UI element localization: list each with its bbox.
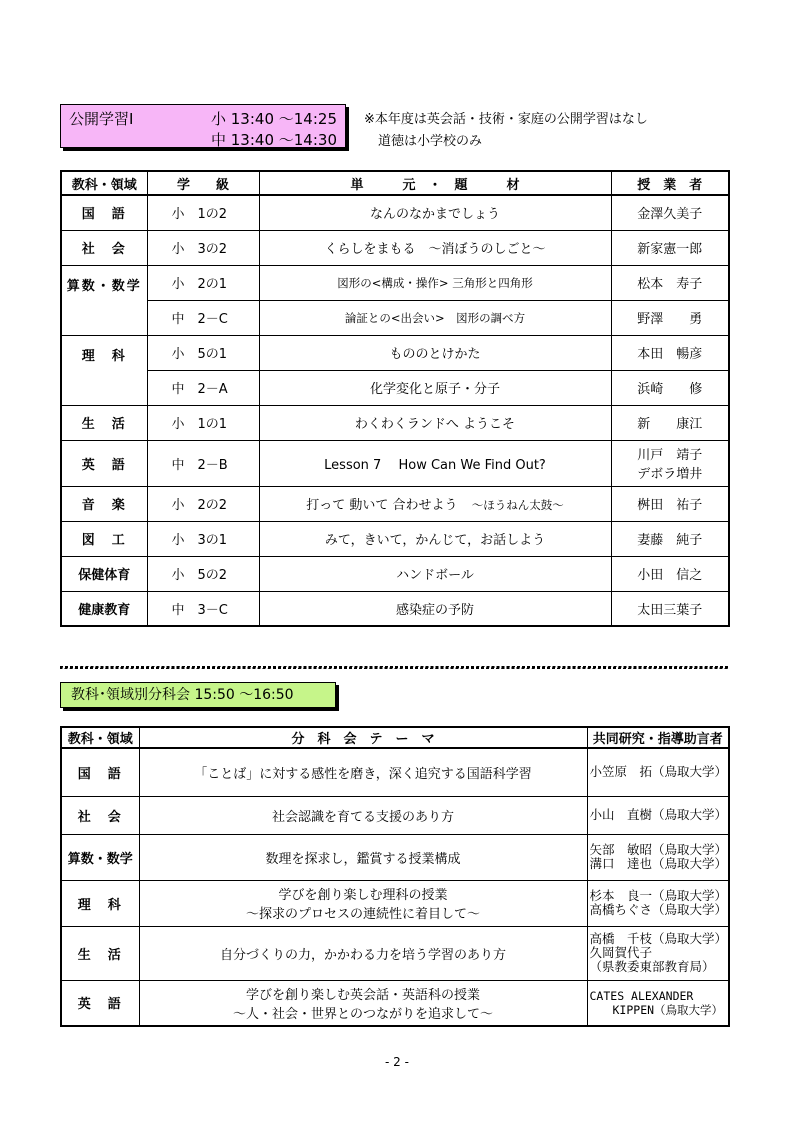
header-class: 学 級	[147, 171, 259, 195]
table-header-row	[61, 171, 729, 195]
header-subject: 教科・領域	[61, 171, 147, 195]
subject-cell: 社 会	[61, 796, 139, 834]
class-cell: 小 2の2	[147, 486, 259, 521]
theme-subline: 〜探求のプロセスの連続性に着目して〜	[245, 907, 480, 922]
class-cell: 小 3の1	[147, 521, 259, 556]
header-unit: 単 元 ・ 題 材	[259, 171, 611, 195]
class-cell: 中 3－C	[147, 591, 259, 626]
open-class-table	[60, 170, 730, 627]
advisor-cell	[587, 748, 729, 796]
teacher-cell: 松本 寿子	[611, 265, 729, 300]
unit-subtext: 〜ほうねん太鼓〜	[471, 498, 564, 512]
teacher-cell: 小田 信之	[611, 556, 729, 591]
unit-cell: 化学変化と原子・分子	[259, 370, 611, 405]
subject-cell: 英 語	[61, 980, 139, 1026]
subject-cell: 社 会	[61, 230, 147, 265]
subject-cell: 国 語	[61, 195, 147, 230]
unit-cell: もののとけかた	[259, 335, 611, 370]
subject-cell: 算数・数学	[61, 834, 139, 880]
unit-cell: 図形の<構成・操作> 三角形と四角形	[259, 265, 611, 300]
teacher-name-2: デボラ増井	[637, 467, 703, 482]
advisor-line: （県教委東部教育局）	[589, 959, 715, 974]
note-line-2: 道徳は小学校のみ	[378, 134, 483, 149]
table-row	[61, 980, 729, 1026]
header-advisors: 共同研究・指導助言者	[587, 727, 729, 748]
advisor-line: 高橋ちぐさ（鳥取大学）	[589, 902, 728, 917]
subject-cell: 理 科	[61, 335, 147, 405]
theme-cell	[139, 980, 587, 1026]
time-middle: 中 13:40 〜14:30	[211, 131, 337, 149]
class-cell: 小 3の2	[147, 230, 259, 265]
teacher-cell: 妻藤 純子	[611, 521, 729, 556]
advisor-cell	[587, 834, 729, 880]
class-cell: 小 5の1	[147, 335, 259, 370]
class-cell: 中 2－C	[147, 300, 259, 335]
subject-cell: 理 科	[61, 880, 139, 926]
subject-cell: 音 楽	[61, 486, 147, 521]
teacher-cell	[611, 440, 729, 486]
unit-cell: 感染症の予防	[259, 591, 611, 626]
unit-cell: くらしをまもる 〜消ぼうのしごと〜	[259, 230, 611, 265]
theme-cell	[139, 880, 587, 926]
header-teacher: 授 業 者	[611, 171, 729, 195]
advisor-cell	[587, 980, 729, 1026]
unit-text: 打って 動いて 合わせよう	[306, 498, 458, 513]
table-row	[61, 748, 729, 796]
table-row	[61, 230, 729, 265]
theme-cell	[139, 748, 587, 796]
section2-title: 教科･領域別分科会 15:50 〜16:50	[60, 682, 336, 708]
teacher-cell: 金澤久美子	[611, 195, 729, 230]
advisor-line: KIPPEN（鳥取大学）	[589, 1002, 724, 1017]
table-row	[61, 265, 729, 300]
page-number: - 2 -	[385, 1055, 409, 1069]
teacher-cell: 桝田 祐子	[611, 486, 729, 521]
advisor-line: CATES ALEXANDER	[589, 988, 694, 1003]
class-cell: 中 2－A	[147, 370, 259, 405]
table-row	[61, 834, 729, 880]
subject-cell: 健康教育	[61, 591, 147, 626]
class-cell: 小 1の2	[147, 195, 259, 230]
theme-line: 「ことば」に対する感性を磨き，深く追究する国語科学習	[194, 766, 532, 782]
table-row	[61, 486, 729, 521]
teacher-cell: 新 康江	[611, 405, 729, 440]
advisor-line: 高橋 千枝（鳥取大学）	[589, 931, 728, 946]
time-elementary: 小 13:40 〜14:25	[211, 110, 337, 128]
table-row	[61, 880, 729, 926]
advisor-line: 小笠原 拓（鳥取大学）	[589, 764, 728, 780]
table-row	[61, 335, 729, 370]
subject-cell: 算数・数学	[61, 265, 147, 335]
subject-cell: 生 活	[61, 405, 147, 440]
section1-header	[60, 104, 346, 148]
teacher-cell: 太田三葉子	[611, 591, 729, 626]
table-row	[61, 300, 729, 335]
advisor-cell	[587, 926, 729, 980]
advisor-cell	[587, 796, 729, 834]
table-row	[61, 556, 729, 591]
table-row	[61, 591, 729, 626]
advisor-line: 杉本 良一（鳥取大学）	[589, 888, 728, 903]
breakout-session-table	[60, 726, 730, 1027]
table-row	[61, 195, 729, 230]
table-header-row	[61, 727, 729, 748]
teacher-name: 川戸 靖子	[637, 448, 703, 463]
advisor-line: 溝口 達也（鳥取大学）	[589, 856, 728, 871]
theme-cell	[139, 926, 587, 980]
header-theme: 分 科 会 テ ー マ	[139, 727, 587, 748]
theme-line: 学びを創り楽しむ理科の授業	[278, 888, 448, 903]
class-cell: 小 2の1	[147, 265, 259, 300]
teacher-cell: 野澤 勇	[611, 300, 729, 335]
subject-cell: 生 活	[61, 926, 139, 980]
section-divider	[60, 666, 728, 669]
table-row	[61, 405, 729, 440]
advisor-line: 小山 直樹（鳥取大学）	[589, 807, 728, 822]
theme-line: 自分づくりの力，かかわる力を培う学習のあり方	[219, 947, 506, 963]
class-cell: 小 5の2	[147, 556, 259, 591]
table-row	[61, 370, 729, 405]
class-cell: 小 1の1	[147, 405, 259, 440]
theme-cell	[139, 796, 587, 834]
theme-line: 学びを創り楽しむ英会話・英語科の授業	[245, 987, 480, 1003]
header-subject: 教科・領域	[61, 727, 139, 748]
unit-cell: みて，きいて，かんじて，お話しよう	[259, 521, 611, 556]
table-row	[61, 796, 729, 834]
advisor-cell	[587, 880, 729, 926]
theme-line: 社会認識を育てる支援のあり方	[271, 809, 454, 825]
subject-cell: 英 語	[61, 440, 147, 486]
section1-title: 公開学習Ⅰ	[69, 110, 134, 128]
advisor-line: 矢部 敏昭（鳥取大学）	[589, 842, 728, 857]
teacher-cell: 本田 暢彦	[611, 335, 729, 370]
theme-cell	[139, 834, 587, 880]
teacher-cell: 浜崎 修	[611, 370, 729, 405]
unit-cell	[259, 486, 611, 521]
class-cell: 中 2－B	[147, 440, 259, 486]
table-row	[61, 521, 729, 556]
note-line-1: ※本年度は英会話・技術・家庭の公開学習はなし	[364, 112, 648, 127]
theme-subline: 〜人・社会・世界とのつながりを追求して〜	[232, 1006, 493, 1022]
table-row	[61, 926, 729, 980]
unit-cell: Lesson 7 How Can We Find Out?	[259, 440, 611, 486]
subject-cell: 保健体育	[61, 556, 147, 591]
table-row	[61, 440, 729, 486]
unit-cell: ハンドボール	[259, 556, 611, 591]
unit-cell: わくわくランドへ ようこそ	[259, 405, 611, 440]
unit-cell: 論証との<出会い> 図形の調べ方	[259, 300, 611, 335]
unit-cell: なんのなかまでしょう	[259, 195, 611, 230]
subject-cell: 図 工	[61, 521, 147, 556]
subject-cell: 国 語	[61, 748, 139, 796]
teacher-cell: 新家憲一郎	[611, 230, 729, 265]
advisor-line: 久岡賀代子	[589, 945, 653, 960]
theme-line: 数理を探求し，鑑賞する授業構成	[265, 851, 461, 867]
